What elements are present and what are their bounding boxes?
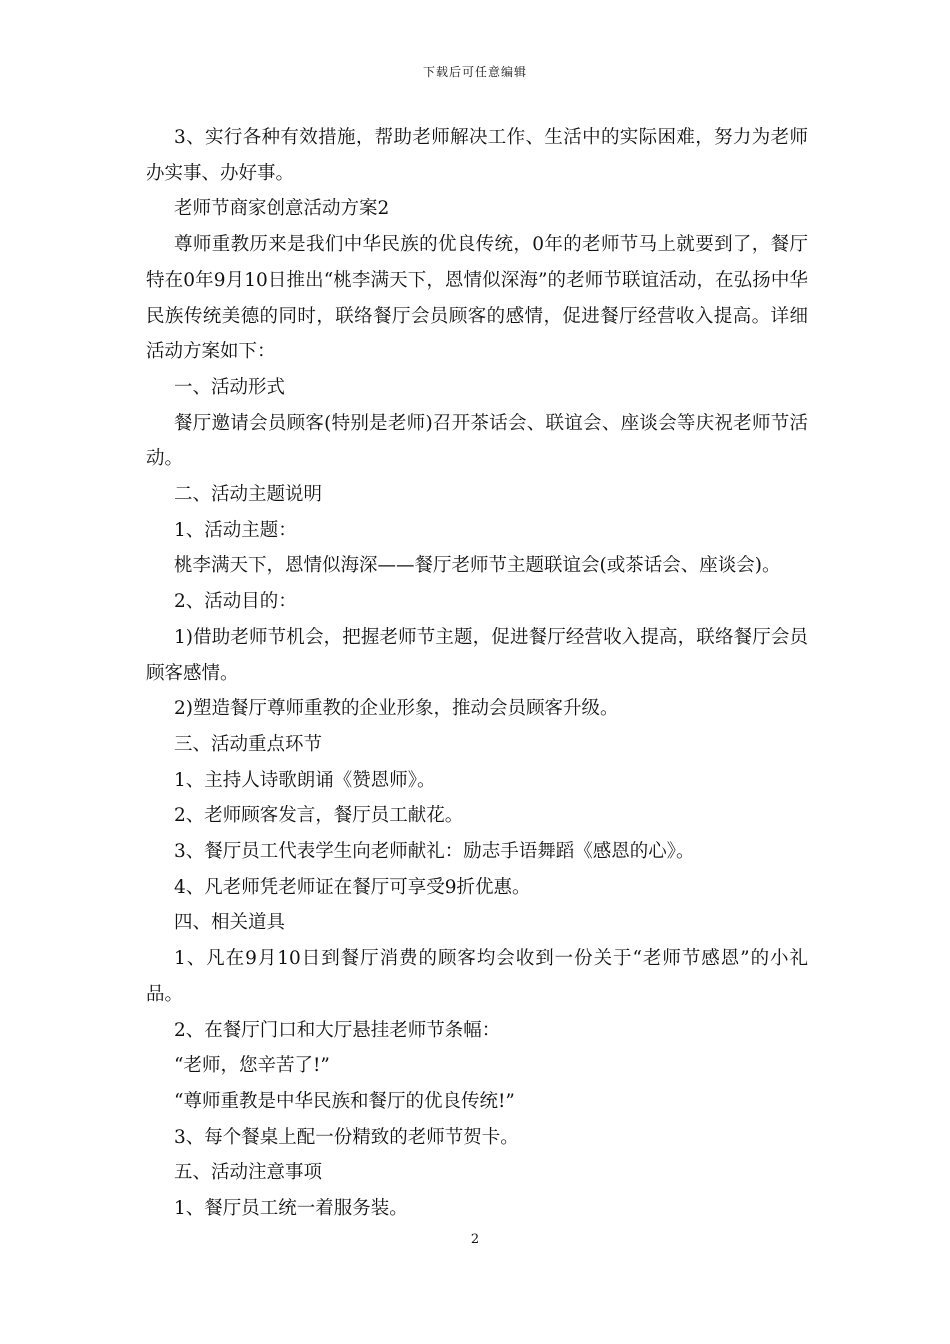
- list-item: 2)塑造餐厅尊师重教的企业形象，推动会员顾客升级。: [174, 698, 619, 720]
- section-heading: 三、活动重点环节: [174, 733, 323, 755]
- section-heading: 四、相关道具: [174, 912, 286, 934]
- list-item: 1、主持人诗歌朗诵《赞恩师》。: [174, 769, 436, 791]
- quote-line: “老师，您辛苦了!”: [174, 1055, 330, 1077]
- paragraph: 餐厅邀请会员顾客(特别是老师)召开茶话会、联谊会、座谈会等庆祝老师节活动。: [146, 412, 808, 470]
- list-item: 1、凡在9月10日到餐厅消费的顾客均会收到一份关于“老师节感恩”的小礼品。: [146, 948, 808, 1005]
- list-item: 3、餐厅员工代表学生向老师献礼：励志手语舞蹈《感恩的心》。: [174, 841, 695, 863]
- list-item: 2、在餐厅门口和大厅悬挂老师节条幅：: [174, 1019, 501, 1041]
- document-body: [146, 120, 808, 1227]
- section-heading: 一、活动形式: [174, 376, 286, 398]
- paragraph: 3、实行各种有效措施，帮助老师解决工作、生活中的实际困难，努力为老师办实事、办好事。: [146, 127, 808, 184]
- list-item: 4、凡老师凭老师证在餐厅可享受9折优惠。: [174, 876, 531, 898]
- quote-line: “尊师重教是中华民族和餐厅的优良传统!”: [174, 1090, 515, 1112]
- page-number: 2: [470, 1232, 480, 1247]
- paragraph: 桃李满天下，恩情似海深——餐厅老师节主题联谊会(或茶话会、座谈会)。: [174, 555, 781, 577]
- list-item: 1、餐厅员工统一着服务装。: [174, 1198, 408, 1220]
- paragraph: 尊师重教历来是我们中华民族的优良传统，0年的老师节马上就要到了，餐厅特在0年9月10日推出“桃李满天下，恩情似深海”的老师节联谊活动，在弘扬中华民族传统美德的同时，联络餐厅会员顾客的感情，促进餐厅经营收入提高。详细活动方案如下：: [146, 234, 808, 363]
- list-item: 1)借助老师节机会，把握老师节主题，促进餐厅经营收入提高，联络餐厅会员顾客感情。: [146, 626, 808, 684]
- list-item: 3、每个餐桌上配一份精致的老师节贺卡。: [174, 1126, 519, 1148]
- section-heading: 二、活动主题说明: [174, 484, 323, 506]
- list-item: 2、活动目的：: [174, 591, 297, 613]
- section-heading: 五、活动注意事项: [174, 1162, 323, 1184]
- list-item: 1、活动主题：: [174, 519, 297, 541]
- page-header: 下载后可任意编辑: [422, 65, 527, 79]
- section-title: 老师节商家创意活动方案2: [174, 198, 390, 220]
- list-item: 2、老师顾客发言，餐厅员工献花。: [174, 805, 464, 827]
